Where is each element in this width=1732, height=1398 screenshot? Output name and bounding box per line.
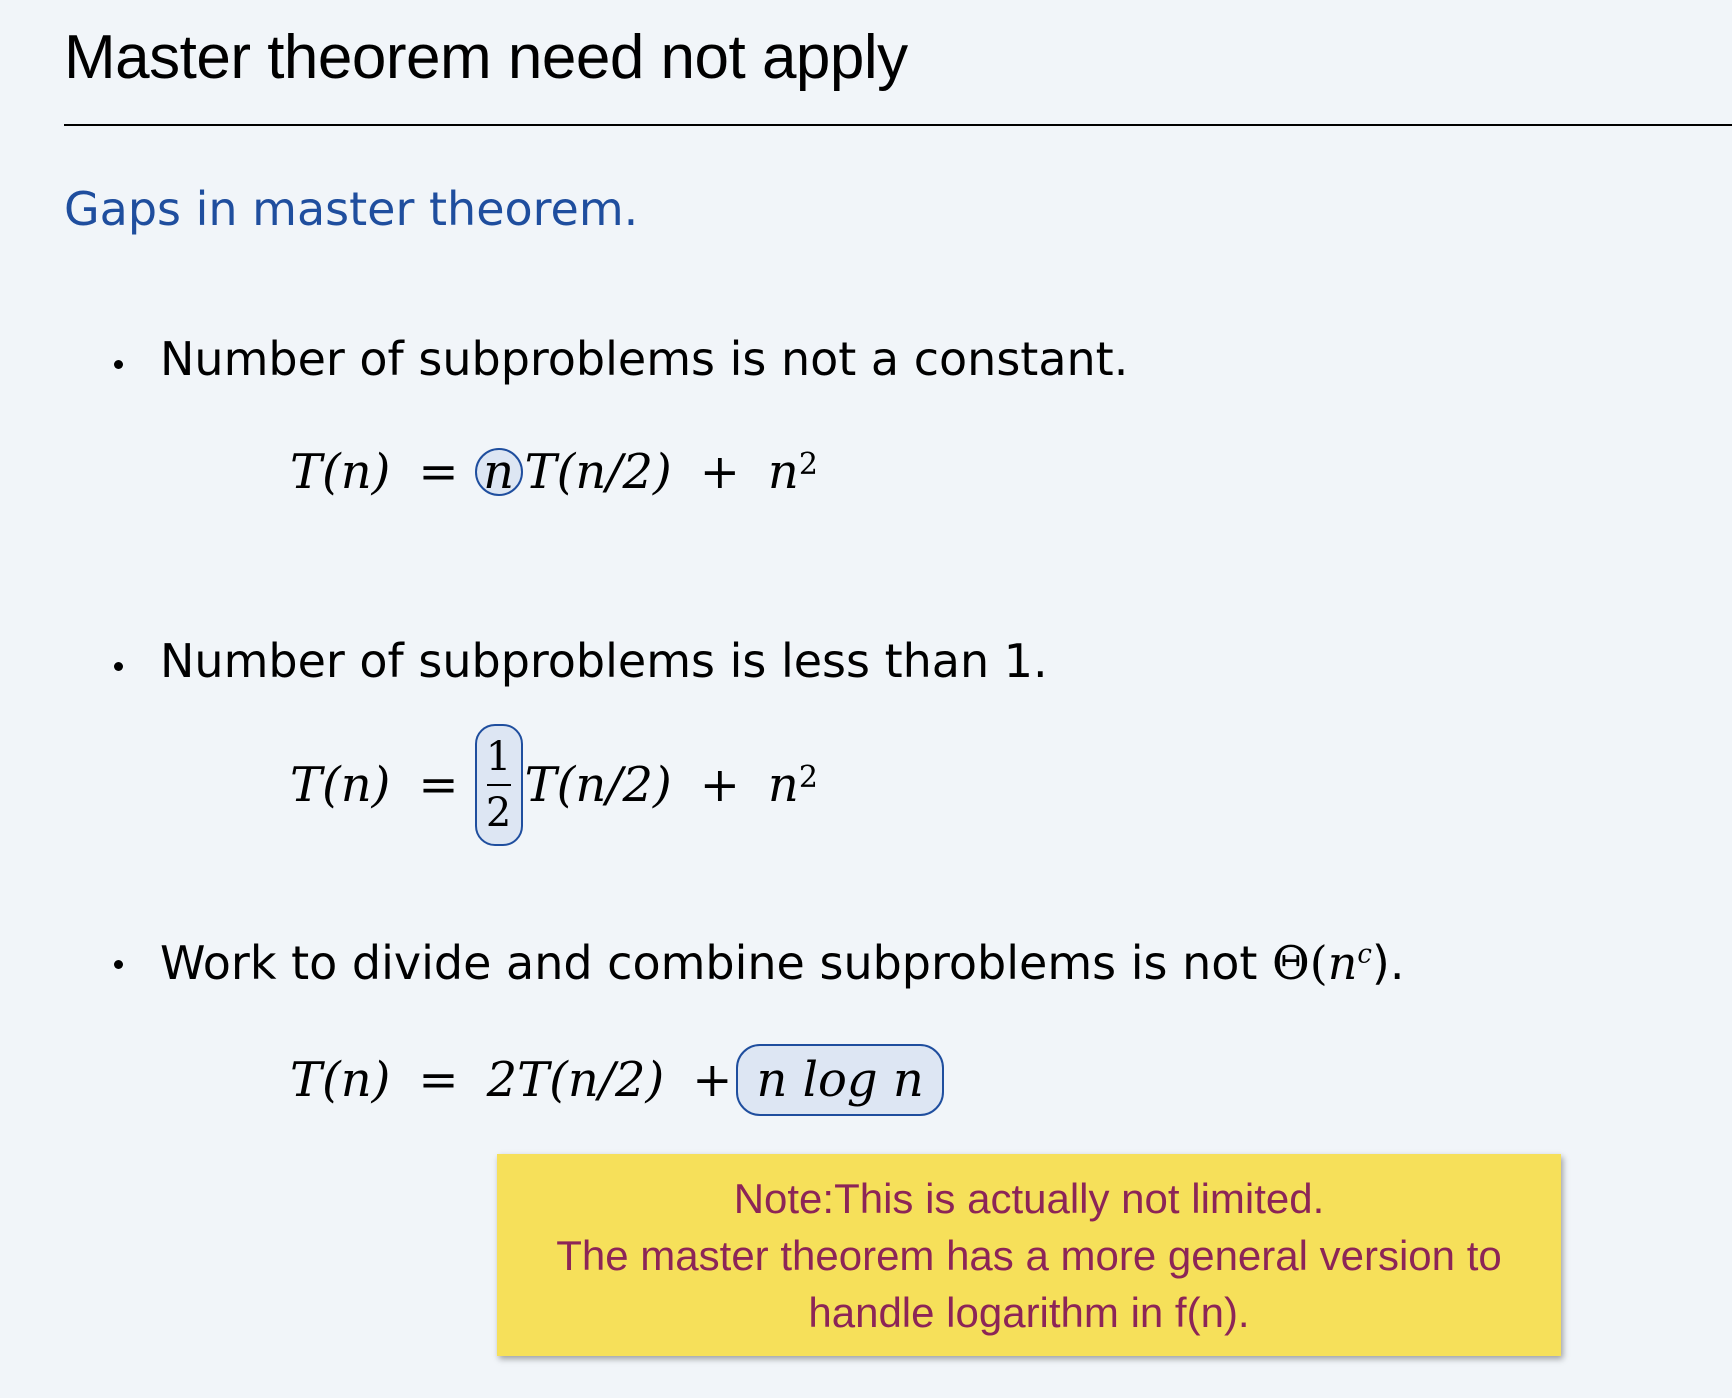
formula-2-exp: 2 xyxy=(798,759,818,795)
bullet-1-text: Number of subproblems is not a constant. xyxy=(160,332,1129,386)
formula-2-numerator: 1 xyxy=(485,734,512,780)
formula-1-rest: T(n/2) xyxy=(524,444,672,500)
note-line-3: handle logarithm in f(n). xyxy=(808,1288,1250,1336)
formula-3-plus: + xyxy=(692,1052,733,1108)
note-line-2: The master theorem has a more general version to xyxy=(556,1231,1502,1279)
formula-2 xyxy=(290,724,818,846)
bullet-dot-icon xyxy=(114,360,123,369)
note-line-1: Note:This is actually not limited. xyxy=(733,1174,1325,1222)
note-box xyxy=(497,1154,1561,1356)
formula-1-term: n xyxy=(767,444,799,500)
formula-3-highlight: n log n xyxy=(736,1044,943,1116)
formula-3 xyxy=(290,1044,944,1116)
bullet-3-theta-c: c xyxy=(1357,939,1372,970)
formula-2-eq: = xyxy=(418,757,459,813)
formula-3-eq: = xyxy=(418,1052,459,1108)
bullet-dot-icon xyxy=(114,960,123,969)
formula-3-lhs: T(n) xyxy=(290,1052,391,1108)
bullet-3-theta-close: ). xyxy=(1371,936,1405,990)
formula-1 xyxy=(290,444,818,500)
formula-1-highlight: n xyxy=(475,448,523,496)
bullet-3-theta: Θ( xyxy=(1272,936,1328,990)
formula-1-eq: = xyxy=(418,444,459,500)
formula-2-fraction-highlight xyxy=(475,724,523,846)
formula-2-rest: T(n/2) xyxy=(524,757,672,813)
formula-2-plus: + xyxy=(699,757,740,813)
formula-1-plus: + xyxy=(699,444,740,500)
bullet-3-text-prefix: Work to divide and combine subproblems is not xyxy=(160,936,1273,990)
bullet-dot-icon xyxy=(114,662,123,671)
bullet-2-text: Number of subproblems is less than 1. xyxy=(160,634,1048,688)
slide-title: Master theorem need not apply xyxy=(64,23,908,92)
fraction-bar xyxy=(487,784,511,786)
formula-1-exp: 2 xyxy=(798,446,818,482)
bullet-3-text xyxy=(160,936,1405,990)
bullet-3-theta-n: n xyxy=(1327,936,1358,990)
formula-2-term: n xyxy=(767,757,799,813)
formula-2-denominator: 2 xyxy=(485,790,512,836)
formula-1-lhs: T(n) xyxy=(290,444,391,500)
slide-subtitle: Gaps in master theorem. xyxy=(64,182,639,236)
formula-3-rest: 2T(n/2) xyxy=(486,1052,665,1108)
formula-2-lhs: T(n) xyxy=(290,757,391,813)
title-divider xyxy=(64,124,1732,126)
